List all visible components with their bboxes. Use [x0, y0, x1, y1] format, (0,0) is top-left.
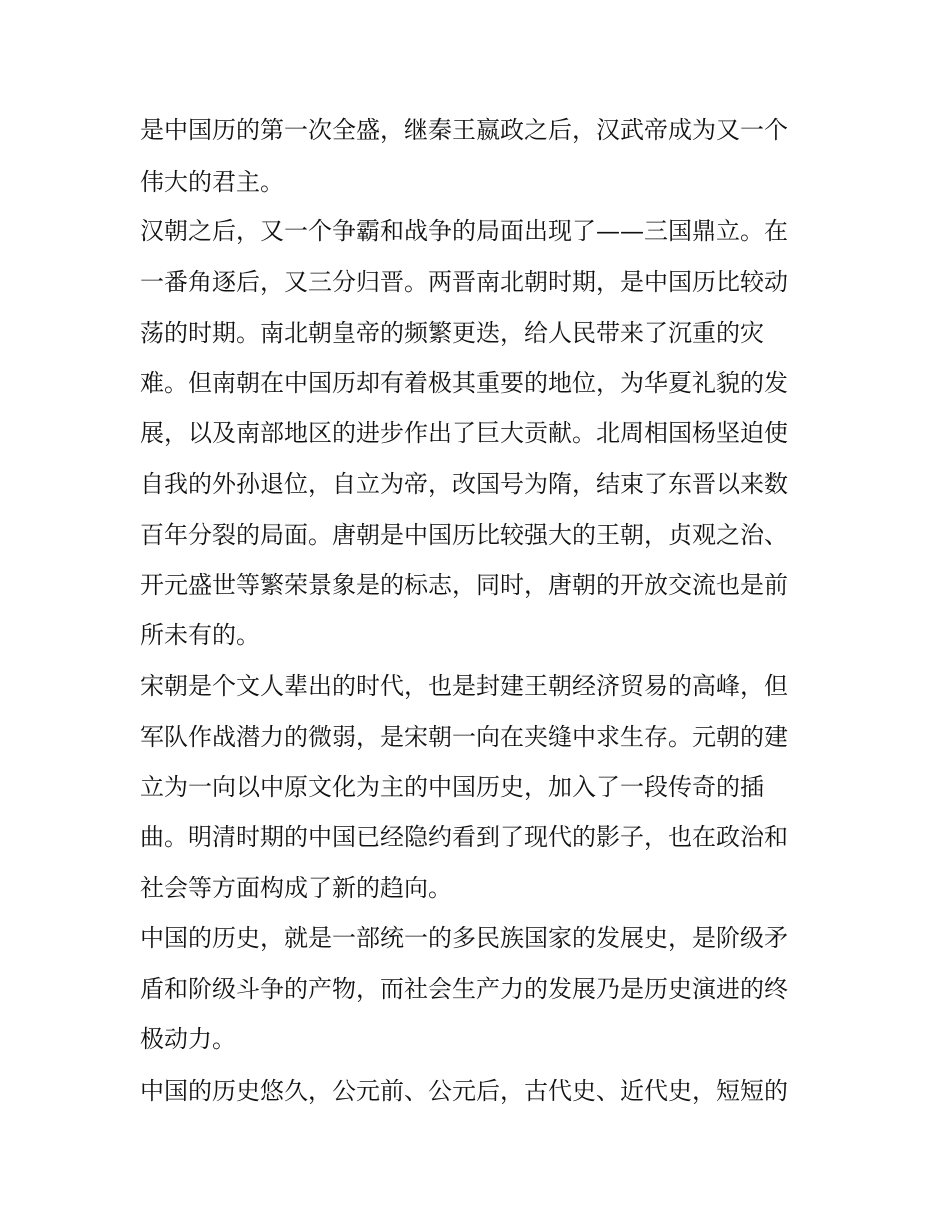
text-line: 军队作战潜力的微弱，是宋朝一向在夹缝中求生存。元朝的建 [140, 723, 788, 751]
text-line: 难。但南朝在中国历却有着极其重要的地位，为华夏礼貌的发 [140, 369, 788, 397]
text-line: 宋朝是个文人辈出的时代，也是封建王朝经济贸易的高峰，但 [140, 672, 788, 700]
text-line: 荡的时期。南北朝皇帝的频繁更迭，给人民带来了沉重的灾 [140, 319, 764, 347]
text-line: 中国的历史，就是一部统一的多民族国家的发展史，是阶级矛 [140, 924, 788, 952]
text-line: 伟大的君主。 [140, 168, 284, 196]
text-line: 中国的历史悠久，公元前、公元后，古代史、近代史，短短的 [140, 1077, 788, 1105]
text-line: 盾和阶级斗争的产物，而社会生产力的发展乃是历史演进的终 [140, 975, 788, 1003]
text-line: 汉朝之后，又一个争霸和战争的局面出现了——三国鼎立。在 [140, 217, 788, 245]
text-line: 立为一向以中原文化为主的中国历史，加入了一段传奇的插 [140, 773, 764, 801]
text-line: 自我的外孙退位，自立为帝，改国号为隋，结束了东晋以来数 [140, 470, 788, 498]
text-line: 开元盛世等繁荣景象是的标志，同时，唐朝的开放交流也是前 [140, 571, 788, 599]
text-line: 曲。明清时期的中国已经隐约看到了现代的影子，也在政治和 [140, 823, 788, 851]
text-line: 是中国历的第一次全盛，继秦王嬴政之后，汉武帝成为又一个 [140, 116, 788, 144]
text-line: 展，以及南部地区的进步作出了巨大贡献。北周相国杨坚迫使 [140, 419, 788, 447]
text-line: 百年分裂的局面。唐朝是中国历比较强大的王朝，贞观之治、 [140, 521, 788, 549]
text-line: 社会等方面构成了新的趋向。 [140, 874, 452, 902]
text-line: 极动力。 [140, 1025, 236, 1053]
text-line: 所未有的。 [140, 621, 260, 649]
text-line: 一番角逐后，又三分归晋。两晋南北朝时期，是中国历比较动 [140, 268, 788, 296]
